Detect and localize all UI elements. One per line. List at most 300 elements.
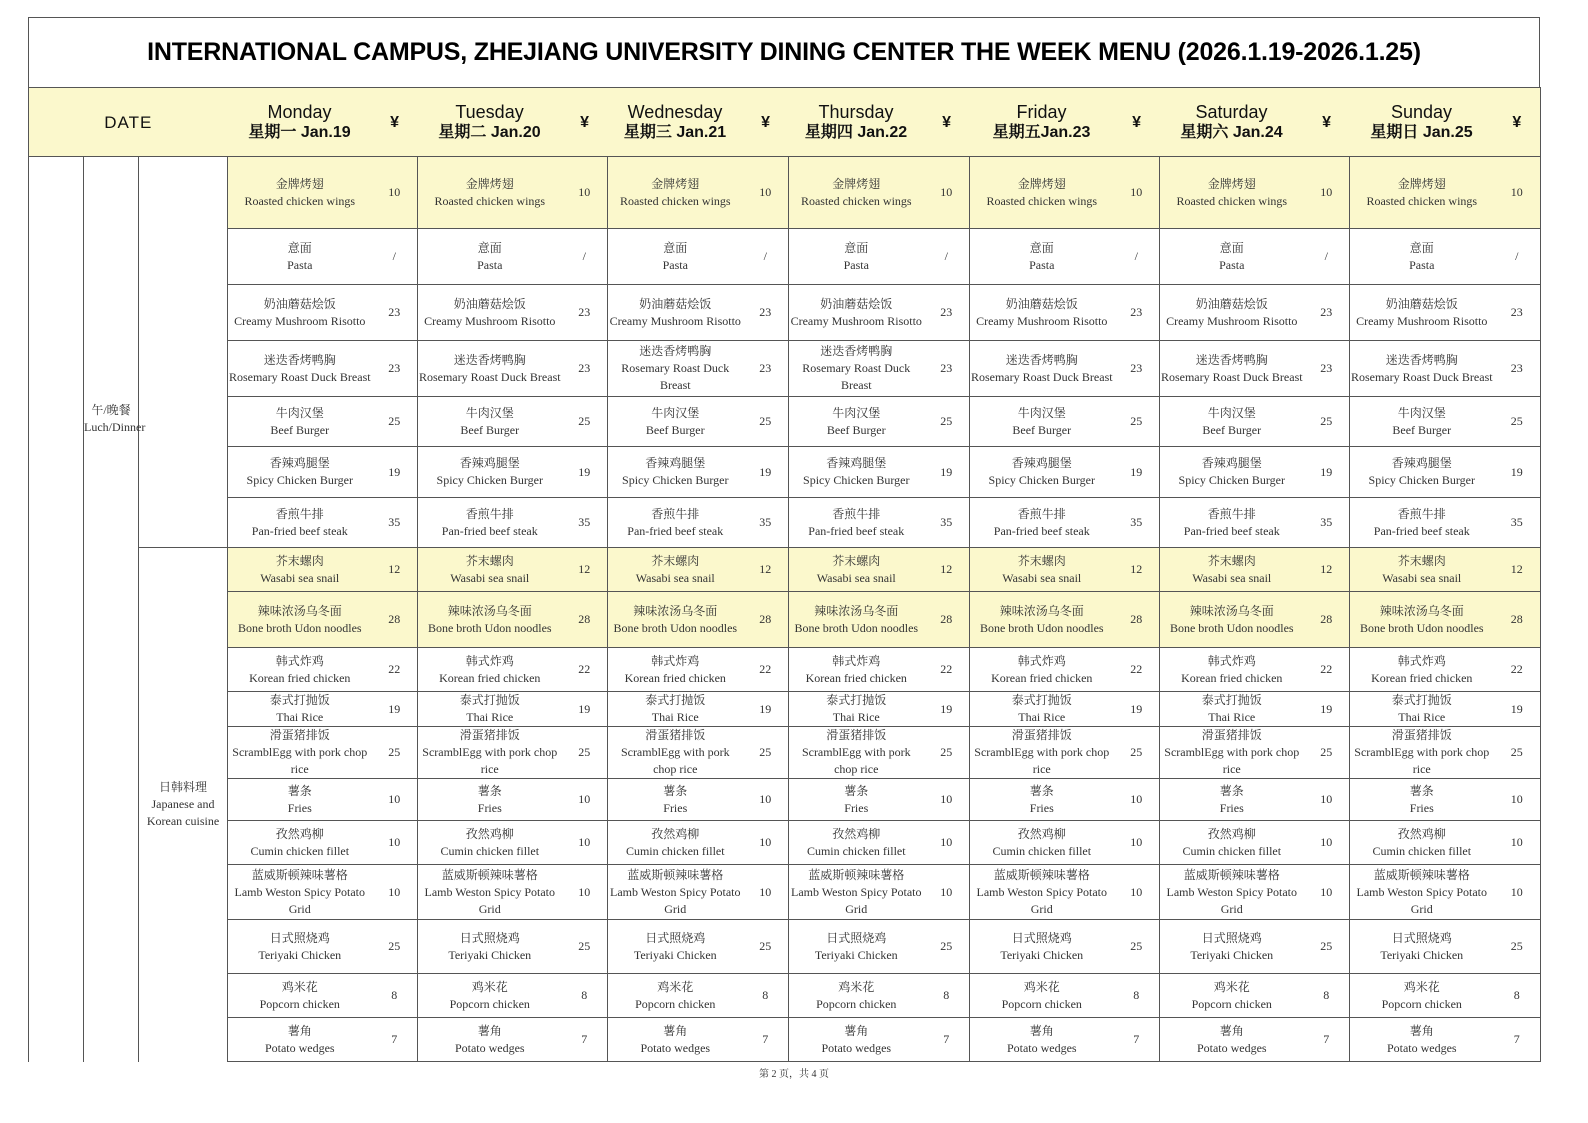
price-cell: 10 xyxy=(372,157,418,229)
dish-cell xyxy=(608,285,743,341)
dish-name-cn: 奶油蘑菇烩饭 xyxy=(453,296,526,311)
section-2-label-cn: 日韩料理 xyxy=(159,780,208,795)
dish-name-en: Wasabi sea snail xyxy=(1002,570,1082,585)
dish-name-cn: 滑蛋猪排饭 xyxy=(269,728,330,742)
dish-name-en: Pasta xyxy=(662,257,688,272)
dish-name-en: Potato wedges xyxy=(821,1040,892,1055)
dish-name-en: Beef Burger xyxy=(645,422,705,437)
dish-name-cn: 日式照烧鸡 xyxy=(1201,930,1262,945)
dish-cell xyxy=(418,447,562,498)
menu-row xyxy=(29,727,1541,779)
dish-cell xyxy=(789,157,924,229)
dish-name-en: Cumin chicken fillet xyxy=(1182,843,1282,858)
price-cell: 8 xyxy=(1304,974,1350,1018)
dish-name-en: Thai Rice xyxy=(276,710,324,724)
price-cell: 12 xyxy=(562,548,608,592)
price-cell: 28 xyxy=(924,592,970,648)
meal-label-continued xyxy=(84,548,139,1062)
dish-name-cn: 日式照烧鸡 xyxy=(269,930,330,945)
dish-cell xyxy=(228,592,372,648)
price-cell: 10 xyxy=(924,865,970,920)
dish-cell xyxy=(608,229,743,285)
dish-name-cn: 辣味浓汤乌冬面 xyxy=(999,603,1084,618)
dish-name-cn: 迷迭香烤鸭胸 xyxy=(1385,352,1458,367)
dish-cell xyxy=(789,498,924,548)
dish-name-cn: 芥末螺肉 xyxy=(1397,553,1446,568)
price-cell: 10 xyxy=(1494,779,1541,821)
dish-name-cn: 孜然鸡柳 xyxy=(465,826,514,841)
price-cell: 10 xyxy=(924,157,970,229)
price-cell: 25 xyxy=(372,727,418,779)
price-cell: 22 xyxy=(1494,648,1541,692)
dish-name-cn: 辣味浓汤乌冬面 xyxy=(257,603,342,618)
dish-name-cn: 薯条 xyxy=(844,783,869,798)
price-cell: 7 xyxy=(1114,1018,1160,1062)
price-cell: / xyxy=(1304,229,1350,285)
meal-label-en: Luch/Dinner xyxy=(84,420,146,434)
dish-name-en: ScramblEgg with pork chop rice xyxy=(801,745,911,776)
dish-name-cn: 意面 xyxy=(477,240,502,255)
dish-cell xyxy=(418,920,562,974)
dish-cell xyxy=(608,498,743,548)
dish-cell xyxy=(418,648,562,692)
dish-cell xyxy=(608,1018,743,1062)
dish-name-cn: 薯条 xyxy=(1409,783,1434,798)
dish-cell xyxy=(1160,498,1304,548)
dish-name-cn: 辣味浓汤乌冬面 xyxy=(1189,603,1274,618)
day-name: Wednesday xyxy=(627,102,723,122)
price-cell: 10 xyxy=(372,821,418,865)
price-cell: 19 xyxy=(562,692,608,727)
dish-name-en: Bone broth Udon noodles xyxy=(613,620,738,635)
dish-name-en: Teriyaki Chicken xyxy=(1000,947,1084,962)
dish-name-en: Beef Burger xyxy=(1392,422,1452,437)
price-cell: 25 xyxy=(1114,920,1160,974)
price-header: ¥ xyxy=(372,88,418,157)
dish-cell xyxy=(1160,548,1304,592)
price-cell: 28 xyxy=(562,592,608,648)
dish-name-cn: 辣味浓汤乌冬面 xyxy=(633,603,718,618)
dish-cell xyxy=(970,821,1114,865)
dish-cell xyxy=(789,341,924,397)
dish-name-cn: 香煎牛排 xyxy=(1397,506,1446,521)
dish-name-cn: 芥末螺肉 xyxy=(651,553,700,568)
dish-name-cn: 香辣鸡腿堡 xyxy=(269,456,330,470)
price-cell: 22 xyxy=(1114,648,1160,692)
dish-name-cn: 香煎牛排 xyxy=(465,506,514,521)
dish-name-cn: 蓝威斯顿辣味薯格 xyxy=(808,867,905,882)
dish-cell xyxy=(789,1018,924,1062)
dish-cell xyxy=(228,285,372,341)
dish-name-cn: 薯条 xyxy=(1219,783,1244,798)
dish-name-cn: 芥末螺肉 xyxy=(1017,553,1066,568)
dish-cell xyxy=(608,920,743,974)
dish-name-cn: 日式照烧鸡 xyxy=(826,930,887,945)
dish-name-en: Pan-fried beef steak xyxy=(808,523,905,538)
price-cell: 10 xyxy=(1114,779,1160,821)
menu-row xyxy=(29,397,1541,447)
dish-name-en: Pasta xyxy=(1029,257,1055,272)
dish-name-en: Korean fried chicken xyxy=(624,670,726,685)
dish-cell xyxy=(228,727,372,779)
dish-name-en: Bone broth Udon noodles xyxy=(237,620,362,635)
dish-name-cn: 薯角 xyxy=(477,1023,502,1038)
dish-name-cn: 孜然鸡柳 xyxy=(1397,826,1446,841)
dish-name-cn: 香煎牛排 xyxy=(832,506,881,521)
day-date: 星期二 Jan.20 xyxy=(438,124,541,141)
price-cell: 12 xyxy=(1494,548,1541,592)
dish-name-en: Fries xyxy=(844,800,869,815)
price-cell: / xyxy=(562,229,608,285)
dish-name-en: Roasted chicken wings xyxy=(1366,193,1478,208)
dish-name-en: Creamy Mushroom Risotto xyxy=(609,313,741,328)
dish-name-en: Creamy Mushroom Risotto xyxy=(790,313,922,328)
dish-cell xyxy=(608,865,743,920)
dish-name-en: Lamb Weston Spicy Potato Grid xyxy=(424,884,555,916)
price-cell: 25 xyxy=(372,920,418,974)
dish-cell xyxy=(608,821,743,865)
price-cell: 25 xyxy=(1304,920,1350,974)
dish-cell xyxy=(970,692,1114,727)
dish-cell xyxy=(228,498,372,548)
dish-cell xyxy=(789,397,924,447)
price-cell: 10 xyxy=(743,157,789,229)
dish-name-en: Teriyaki Chicken xyxy=(1190,947,1274,962)
dish-name-cn: 香煎牛排 xyxy=(651,506,700,521)
price-cell: 23 xyxy=(924,285,970,341)
price-cell: 25 xyxy=(1494,397,1541,447)
dish-name-cn: 辣味浓汤乌冬面 xyxy=(1379,603,1464,618)
price-cell: 7 xyxy=(743,1018,789,1062)
menu-row xyxy=(29,920,1541,974)
dish-cell xyxy=(970,548,1114,592)
price-cell: 8 xyxy=(924,974,970,1018)
dish-cell xyxy=(1350,779,1494,821)
day-date: 星期日 Jan.25 xyxy=(1370,124,1473,141)
dish-cell xyxy=(789,974,924,1018)
dish-cell xyxy=(789,727,924,779)
dish-name-en: Lamb Weston Spicy Potato Grid xyxy=(1166,884,1297,916)
dish-name-cn: 意面 xyxy=(1219,240,1244,255)
dish-cell xyxy=(1350,592,1494,648)
dish-cell xyxy=(228,648,372,692)
price-cell: 25 xyxy=(1494,727,1541,779)
dish-name-cn: 孜然鸡柳 xyxy=(275,826,324,841)
price-cell: 19 xyxy=(743,447,789,498)
dish-cell xyxy=(228,692,372,727)
dish-name-cn: 牛肉汉堡 xyxy=(1397,405,1446,420)
dish-name-en: Beef Burger xyxy=(1012,422,1072,437)
dish-cell xyxy=(228,1018,372,1062)
dish-name-cn: 意面 xyxy=(287,240,312,255)
dish-name-en: Potato wedges xyxy=(264,1040,335,1055)
dish-name-cn: 牛肉汉堡 xyxy=(1207,405,1256,420)
dish-name-cn: 意面 xyxy=(844,240,869,255)
dish-name-en: Bone broth Udon noodles xyxy=(979,620,1104,635)
dish-cell xyxy=(789,920,924,974)
dish-name-en: Beef Burger xyxy=(270,422,330,437)
price-cell: 23 xyxy=(1114,341,1160,397)
dish-name-en: ScramblEgg with pork chop rice xyxy=(620,745,730,776)
dish-name-cn: 韩式炸鸡 xyxy=(651,653,700,668)
day-name: Thursday xyxy=(818,102,894,122)
dish-name-cn: 金牌烤翅 xyxy=(1017,176,1066,191)
day-header xyxy=(418,88,562,157)
dish-cell xyxy=(789,648,924,692)
dish-cell xyxy=(1350,727,1494,779)
dish-cell xyxy=(228,341,372,397)
dish-name-en: Pasta xyxy=(287,257,313,272)
page-footer: 第 2 页，共 4 页 xyxy=(759,1069,829,1080)
price-cell: 28 xyxy=(372,592,418,648)
dish-cell xyxy=(418,548,562,592)
dish-name-en: Roasted chicken wings xyxy=(986,193,1098,208)
price-cell: 25 xyxy=(372,397,418,447)
dish-name-en: Roasted chicken wings xyxy=(244,193,356,208)
dish-name-cn: 薯角 xyxy=(287,1023,312,1038)
price-cell: 19 xyxy=(562,447,608,498)
dish-name-en: Potato wedges xyxy=(1196,1040,1267,1055)
dish-cell xyxy=(228,779,372,821)
dish-name-cn: 泰式打抛饭 xyxy=(269,693,330,707)
price-cell: 10 xyxy=(1494,157,1541,229)
dish-name-cn: 薯角 xyxy=(844,1023,869,1038)
dish-name-en: Creamy Mushroom Risotto xyxy=(424,313,556,328)
dish-name-cn: 迷迭香烤鸭胸 xyxy=(453,352,526,367)
dish-name-en: Potato wedges xyxy=(1006,1040,1077,1055)
price-cell: 19 xyxy=(1114,692,1160,727)
dish-name-cn: 牛肉汉堡 xyxy=(651,405,700,420)
price-header: ¥ xyxy=(1494,88,1541,157)
dish-name-cn: 韩式炸鸡 xyxy=(1207,653,1256,668)
dish-name-en: Fries xyxy=(477,800,502,815)
dish-name-en: ScramblEgg with pork chop rice xyxy=(422,745,558,776)
dish-name-cn: 香辣鸡腿堡 xyxy=(459,456,520,470)
dish-cell xyxy=(418,974,562,1018)
price-cell: / xyxy=(1494,229,1541,285)
dish-name-en: Korean fried chicken xyxy=(249,670,351,685)
dish-name-en: Popcorn chicken xyxy=(816,996,897,1011)
price-cell: 10 xyxy=(562,821,608,865)
day-date: 星期五Jan.23 xyxy=(992,124,1091,141)
dish-name-cn: 鸡米花 xyxy=(1213,979,1250,994)
dish-cell xyxy=(970,498,1114,548)
dish-name-en: Popcorn chicken xyxy=(1191,996,1272,1011)
dish-name-cn: 金牌烤翅 xyxy=(651,176,700,191)
dish-name-en: Rosemary Roast Duck Breast xyxy=(970,369,1113,384)
dish-name-cn: 奶油蘑菇烩饭 xyxy=(1005,296,1078,311)
dish-name-cn: 鸡米花 xyxy=(657,979,694,994)
price-cell: 23 xyxy=(1494,341,1541,397)
dish-name-en: Bone broth Udon noodles xyxy=(1359,620,1484,635)
dish-cell xyxy=(1350,548,1494,592)
dish-cell xyxy=(970,1018,1114,1062)
dish-cell xyxy=(608,974,743,1018)
dish-name-cn: 香辣鸡腿堡 xyxy=(1201,456,1262,470)
day-header xyxy=(789,88,924,157)
dish-cell xyxy=(970,648,1114,692)
price-cell: 22 xyxy=(562,648,608,692)
dish-name-en: ScramblEgg with pork chop rice xyxy=(232,745,368,776)
price-cell: 7 xyxy=(924,1018,970,1062)
dish-name-cn: 迷迭香烤鸭胸 xyxy=(1005,352,1078,367)
dish-name-cn: 香煎牛排 xyxy=(1017,506,1066,521)
dish-name-cn: 金牌烤翅 xyxy=(832,176,881,191)
dish-name-en: Potato wedges xyxy=(640,1040,711,1055)
dish-cell xyxy=(608,592,743,648)
dish-cell xyxy=(418,692,562,727)
dish-cell xyxy=(228,447,372,498)
dish-name-cn: 香辣鸡腿堡 xyxy=(826,456,887,470)
dish-name-cn: 牛肉汉堡 xyxy=(832,405,881,420)
dish-name-cn: 香辣鸡腿堡 xyxy=(645,456,706,470)
dish-name-en: Pan-fried beef steak xyxy=(441,523,538,538)
dish-name-cn: 奶油蘑菇烩饭 xyxy=(1385,296,1458,311)
dish-cell xyxy=(1350,821,1494,865)
price-cell: 8 xyxy=(1494,974,1541,1018)
dish-cell xyxy=(1160,865,1304,920)
dish-name-en: Spicy Chicken Burger xyxy=(1368,473,1475,487)
dish-name-en: Thai Rice xyxy=(1018,710,1066,724)
menu-row xyxy=(29,692,1541,727)
dish-cell xyxy=(1160,1018,1304,1062)
menu-row xyxy=(29,157,1541,229)
dish-name-cn: 日式照烧鸡 xyxy=(1011,930,1072,945)
dish-name-en: Roasted chicken wings xyxy=(619,193,731,208)
dish-cell xyxy=(970,592,1114,648)
dish-name-en: Teriyaki Chicken xyxy=(258,947,342,962)
dish-name-en: Wasabi sea snail xyxy=(1192,570,1272,585)
dish-name-en: Korean fried chicken xyxy=(991,670,1093,685)
price-cell: 23 xyxy=(1304,341,1350,397)
price-cell: 7 xyxy=(1304,1018,1350,1062)
dish-cell xyxy=(970,779,1114,821)
dish-cell xyxy=(418,341,562,397)
dish-name-cn: 薯条 xyxy=(477,783,502,798)
dish-name-en: Cumin chicken fillet xyxy=(440,843,540,858)
day-name: Sunday xyxy=(1390,102,1453,122)
dish-cell xyxy=(608,727,743,779)
price-cell: 22 xyxy=(372,648,418,692)
dish-name-en: Cumin chicken fillet xyxy=(250,843,350,858)
dish-cell xyxy=(970,920,1114,974)
price-cell: 10 xyxy=(743,821,789,865)
menu-row xyxy=(29,648,1541,692)
dish-name-cn: 牛肉汉堡 xyxy=(465,405,514,420)
day-date: 星期三 Jan.21 xyxy=(623,124,727,141)
dish-name-cn: 辣味浓汤乌冬面 xyxy=(447,603,532,618)
menu-page xyxy=(28,17,1540,1062)
dish-name-cn: 滑蛋猪排饭 xyxy=(645,728,706,742)
dish-name-en: Creamy Mushroom Risotto xyxy=(1356,313,1488,328)
dish-cell xyxy=(1350,648,1494,692)
price-cell: 10 xyxy=(372,779,418,821)
section-2-label-en: Japanese and Korean cuisine xyxy=(146,797,220,829)
price-cell: 19 xyxy=(1494,447,1541,498)
dish-name-en: Bone broth Udon noodles xyxy=(1169,620,1294,635)
price-cell: 12 xyxy=(743,548,789,592)
price-cell: 8 xyxy=(372,974,418,1018)
price-cell: 22 xyxy=(1304,648,1350,692)
price-cell: 19 xyxy=(372,447,418,498)
dish-cell xyxy=(1160,779,1304,821)
dish-name-cn: 泰式打抛饭 xyxy=(1391,693,1452,707)
menu-row xyxy=(29,865,1541,920)
price-cell: 10 xyxy=(1304,821,1350,865)
dish-name-en: Bone broth Udon noodles xyxy=(794,620,919,635)
dish-name-cn: 迷迭香烤鸭胸 xyxy=(1195,352,1268,367)
dish-cell xyxy=(1160,974,1304,1018)
dish-name-cn: 薯角 xyxy=(1029,1023,1054,1038)
dish-cell xyxy=(1160,285,1304,341)
dish-cell xyxy=(418,1018,562,1062)
price-cell: 12 xyxy=(372,548,418,592)
dish-cell xyxy=(1350,498,1494,548)
dish-cell xyxy=(608,548,743,592)
price-cell: / xyxy=(1114,229,1160,285)
dish-name-en: Roasted chicken wings xyxy=(434,193,546,208)
dish-cell xyxy=(970,285,1114,341)
dish-name-cn: 薯条 xyxy=(287,783,312,798)
dish-name-cn: 泰式打抛饭 xyxy=(1201,693,1262,707)
dish-name-en: Korean fried chicken xyxy=(805,670,907,685)
dish-name-en: Korean fried chicken xyxy=(439,670,541,685)
dish-cell xyxy=(789,548,924,592)
dish-cell xyxy=(1160,821,1304,865)
price-cell: 10 xyxy=(372,865,418,920)
dish-cell xyxy=(970,341,1114,397)
day-header xyxy=(1160,88,1304,157)
dish-name-en: Bone broth Udon noodles xyxy=(427,620,552,635)
price-cell: 35 xyxy=(924,498,970,548)
dish-name-cn: 薯条 xyxy=(663,783,688,798)
price-cell: 19 xyxy=(924,447,970,498)
dish-name-en: Potato wedges xyxy=(454,1040,525,1055)
dish-name-cn: 滑蛋猪排饭 xyxy=(1391,728,1452,742)
meal-label xyxy=(84,157,146,548)
dish-name-en: Cumin chicken fillet xyxy=(625,843,725,858)
dish-cell xyxy=(228,548,372,592)
price-header: ¥ xyxy=(562,88,608,157)
day-name: Friday xyxy=(1016,102,1067,122)
price-cell: 22 xyxy=(743,648,789,692)
dish-cell xyxy=(228,974,372,1018)
price-cell: 10 xyxy=(1304,157,1350,229)
price-cell: 10 xyxy=(924,821,970,865)
day-name: Saturday xyxy=(1195,102,1268,122)
dish-name-en: Pan-fried beef steak xyxy=(251,523,348,538)
dish-name-en: Beef Burger xyxy=(1202,422,1262,437)
dish-name-en: Roasted chicken wings xyxy=(800,193,912,208)
price-cell: 28 xyxy=(743,592,789,648)
dish-name-en: Popcorn chicken xyxy=(449,996,530,1011)
dish-name-cn: 辣味浓汤乌冬面 xyxy=(814,603,899,618)
dish-name-cn: 薯角 xyxy=(1219,1023,1244,1038)
dish-name-cn: 牛肉汉堡 xyxy=(275,405,324,420)
price-cell: 35 xyxy=(1114,498,1160,548)
price-cell: 23 xyxy=(562,285,608,341)
dish-name-cn: 孜然鸡柳 xyxy=(1017,826,1066,841)
dish-name-en: ScramblEgg with pork chop rice xyxy=(1354,745,1490,776)
dish-name-cn: 芥末螺肉 xyxy=(275,553,324,568)
dish-cell xyxy=(970,727,1114,779)
price-cell: 23 xyxy=(924,341,970,397)
dish-cell xyxy=(418,821,562,865)
price-cell: 19 xyxy=(743,692,789,727)
dish-name-cn: 意面 xyxy=(663,240,688,255)
price-cell: 10 xyxy=(562,779,608,821)
dish-cell xyxy=(228,229,372,285)
